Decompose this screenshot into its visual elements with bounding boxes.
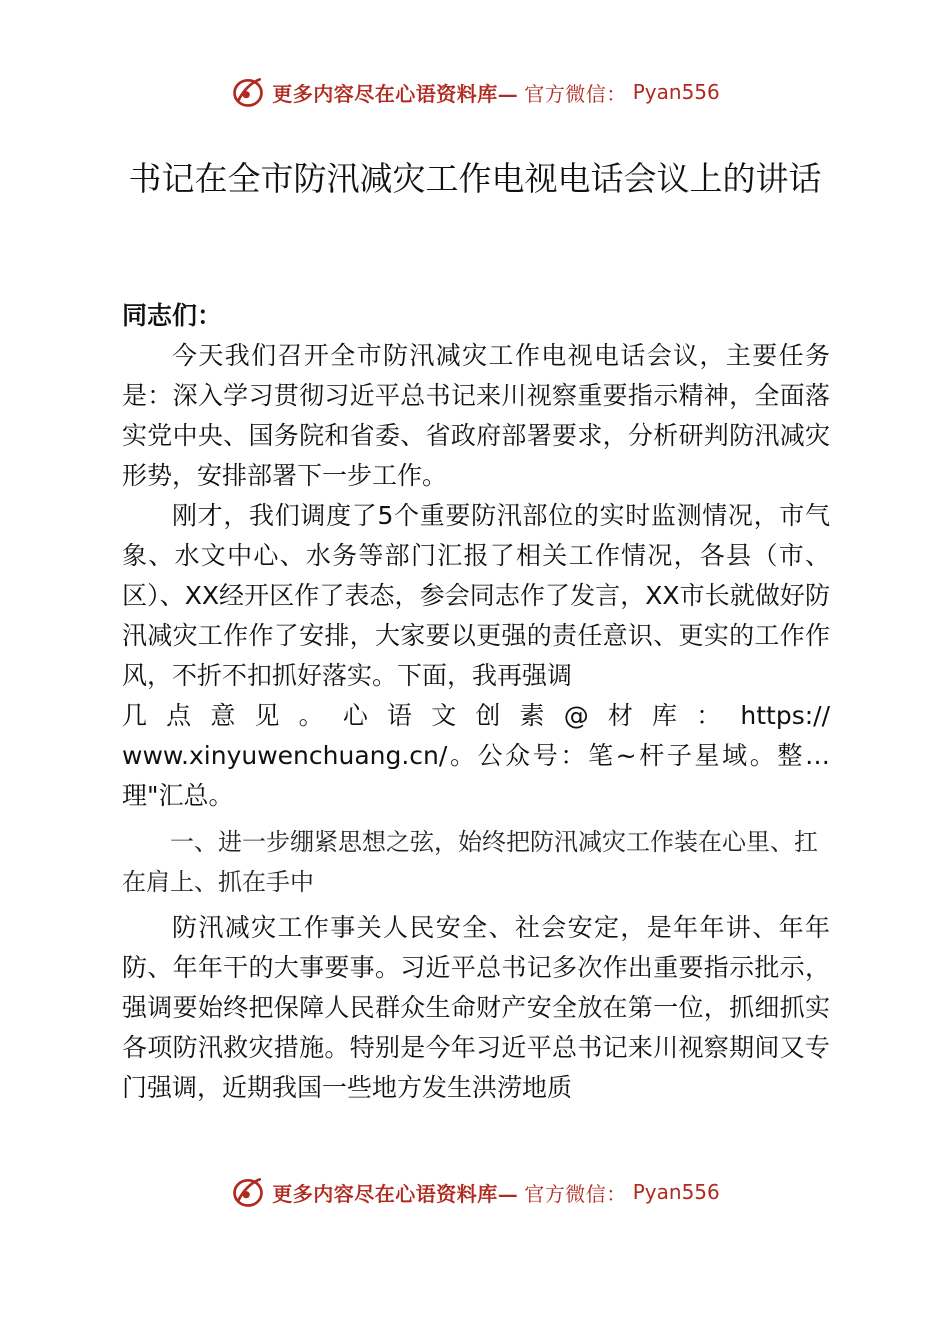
paragraph-2-spread-line: 几点意见。心语文创素@材库：https:// xyxy=(122,701,830,730)
footer-banner-text: 更多内容尽在心语资料库— xyxy=(272,1181,519,1206)
footer-banner xyxy=(0,1172,950,1212)
paragraph-3: 防汛减灾工作事关人民安全、社会安定，是年年讲、年年防、年年干的大事要事。习近平总书记多次作出重要指示批示，强调要始终把保障人民群众生命财产安全放在第一位，抓细抓实各项防汛救灾措施。特别是今年习近平总书记来川视察期间又专门强调，近期我国一些地方发生洪涝地质 xyxy=(122,913,830,1102)
salutation: 同志们： xyxy=(122,301,223,330)
banner-wechat-label: 官方微信： xyxy=(524,81,627,106)
header-banner xyxy=(0,72,950,112)
document-title: 书记在全市防汛减灾工作电视电话会议上的讲话 xyxy=(128,159,822,198)
banner-wechat-id: Pyan556 xyxy=(632,80,720,104)
footer-wechat-id: Pyan556 xyxy=(632,1180,720,1204)
section-heading-1: 一、进一步绷紧思想之弦，始终把防汛减灾工作装在心里、扛在肩上、抓在手中 xyxy=(122,828,818,896)
paragraph-2-tail: www.xinyuwenchuang.cn/。公众号：笔~杆子星域。整…理"汇总。 xyxy=(122,741,830,810)
brush-logo-icon xyxy=(230,1174,266,1210)
brush-logo-icon xyxy=(230,74,266,110)
paragraph-1: 今天我们召开全市防汛减灾工作电视电话会议，主要任务是：深入学习贯彻习近平总书记来川视察重要指示精神，全面落实党中央、国务院和省委、省政府部署要求，分析研判防汛减灾形势，安排部署下一步工作。 xyxy=(122,341,830,490)
footer-wechat-label: 官方微信： xyxy=(524,1181,627,1206)
document-body xyxy=(122,296,830,1108)
paragraph-2: 刚才，我们调度了5个重要防汛部位的实时监测情况，市气象、水文中心、水务等部门汇报了相关工作情况，各县（市、区）、XX经开区作了表态，参会同志作了发言，XX市长就做好防汛减灾工作作了安排，大家要以更强的责任意识、更实的工作作风，不折不扣抓好落实。下面，我再强调 xyxy=(122,501,830,690)
banner-text: 更多内容尽在心语资料库— xyxy=(272,81,519,106)
